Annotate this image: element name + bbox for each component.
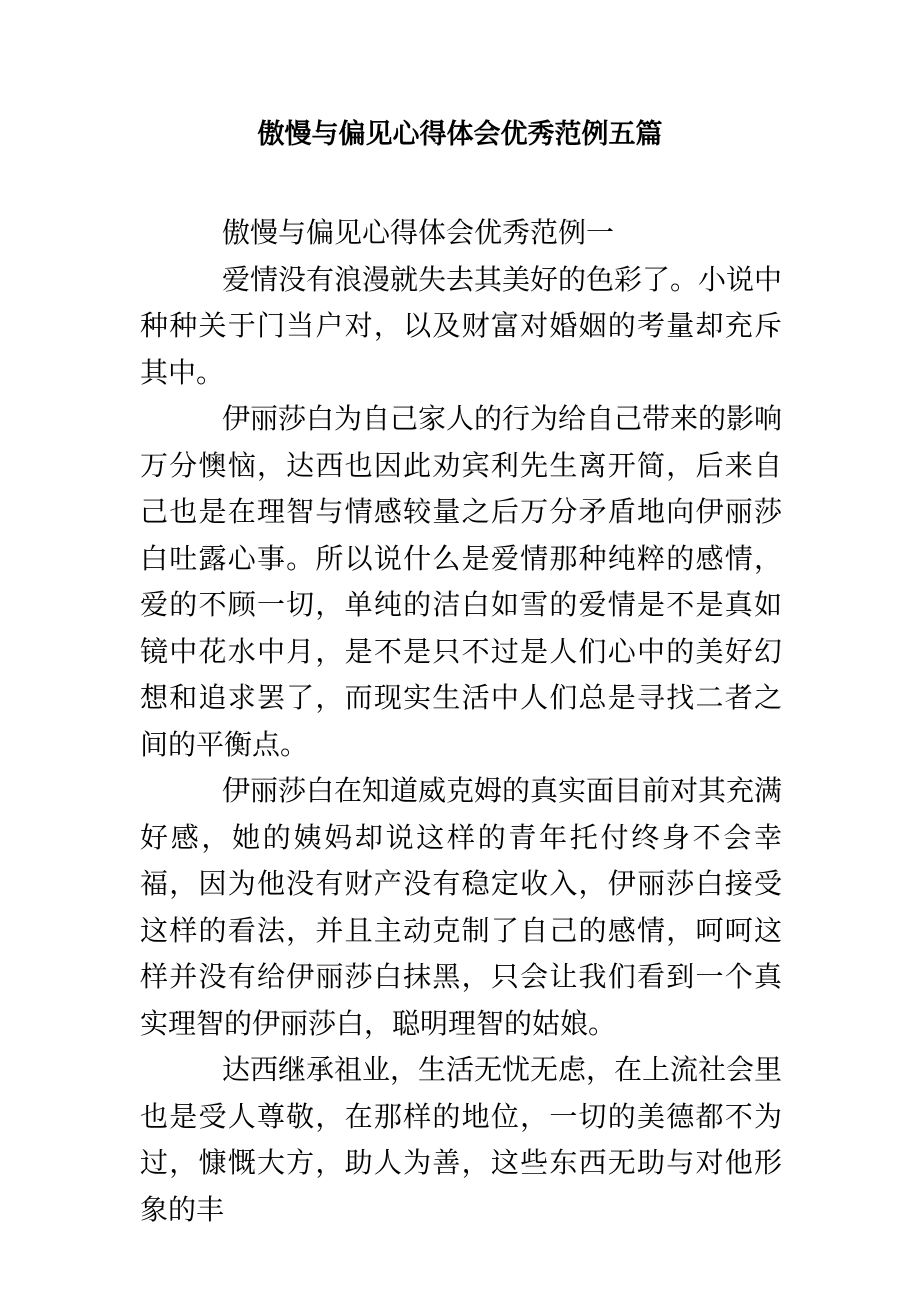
document-body [140,210,782,1233]
paragraph-3: 伊丽莎白在知道威克姆的真实面目前对其充满好感，她的姨妈却说这样的青年托付终身不会幸福，因为他没有财产没有稳定收入，伊丽莎白接受这样的看法，并且主动克制了自己的感情，呵呵这样并没有给伊丽莎白抹黑，只会让我们看到一个真实理智的伊丽莎白，聪明理智的姑娘。 [140,774,783,1040]
paragraph-1: 爱情没有浪漫就失去其美好的色彩了。小说中种种关于门当户对，以及财富对婚姻的考量却充斥其中。 [140,262,783,389]
paragraph-4: 达西继承祖业，生活无忧无虑，在上流社会里也是受人尊敬，在那样的地位，一切的美德都不为过，慷慨大方，助人为善，这些东西无助与对他形象的丰 [140,1053,783,1226]
document-title: 傲慢与偏见心得体会优秀范例五篇 [257,119,663,150]
section-heading: 傲慢与偏见心得体会优秀范例一 [222,216,615,249]
paragraph-2: 伊丽莎白为自己家人的行为给自己带来的影响万分懊恼，达西也因此劝宾利先生离开简，后来自己也是在理智与情感较量之后万分矛盾地向伊丽莎白吐露心事。所以说什么是爱情那种纯粹的感情，爱的不顾一切，单纯的洁白如雪的爱情是不是真如镜中花水中月，是不是只不过是人们心中的美好幻想和追求罢了，而现实生活中人们总是寻找二者之间的平衡点。 [140,402,783,761]
